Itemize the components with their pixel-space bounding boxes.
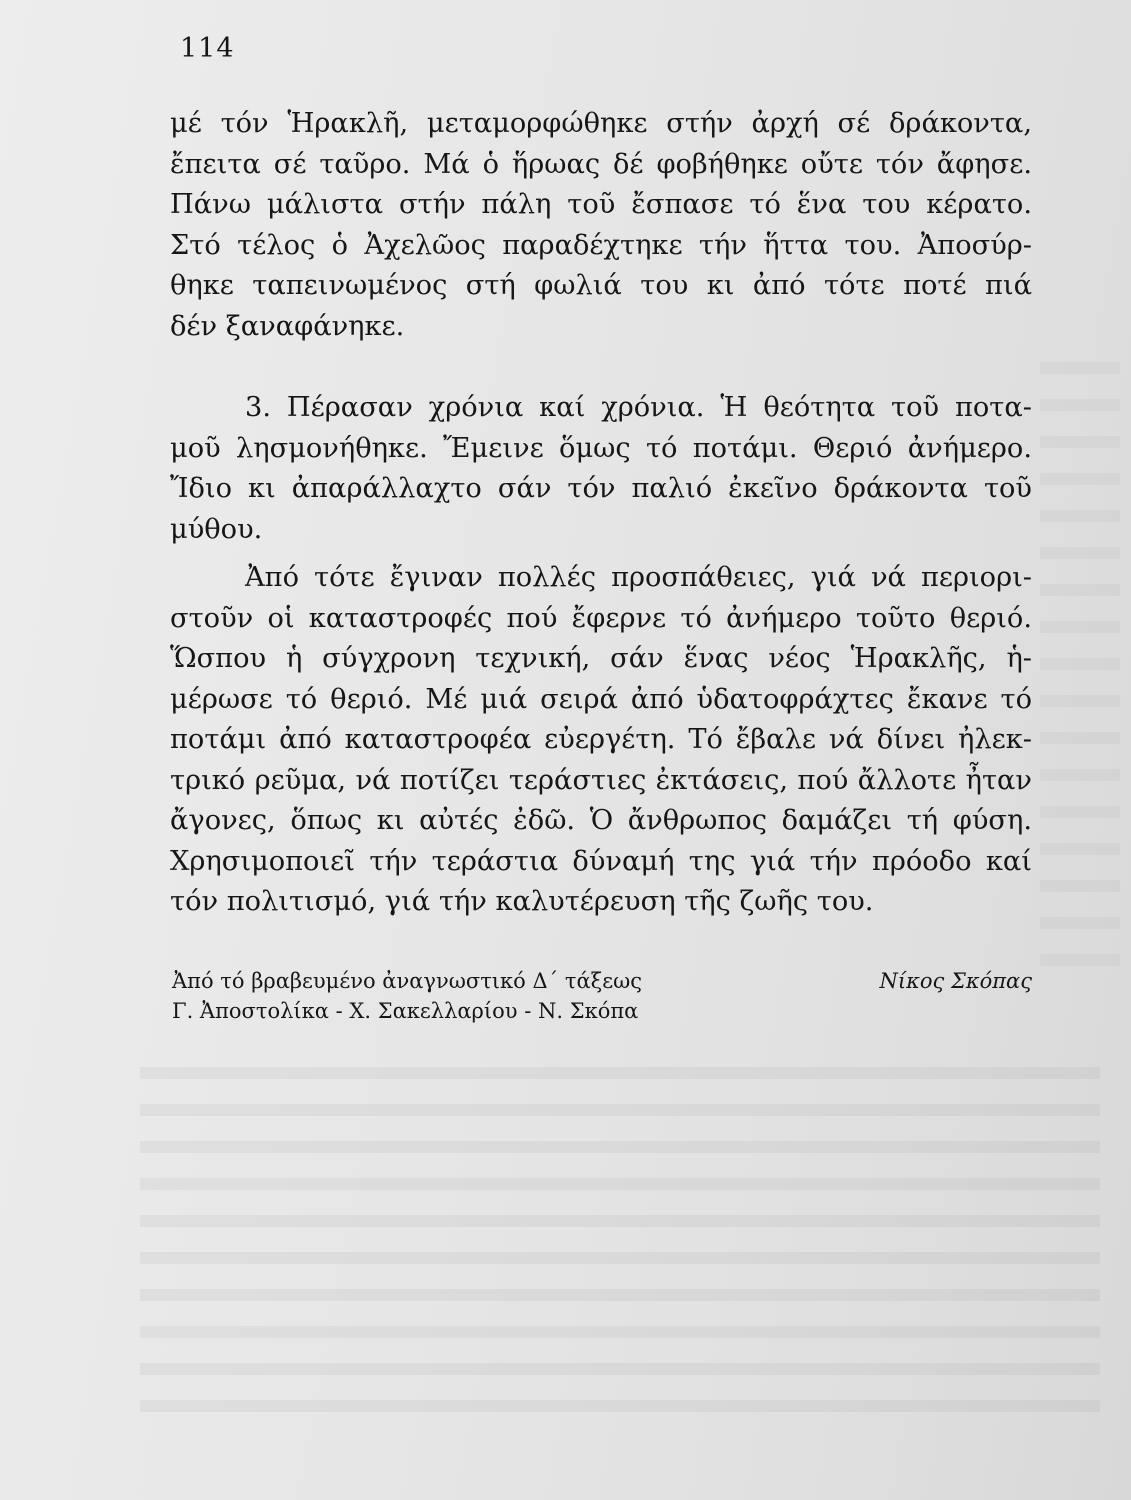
paragraph (170, 104, 1032, 347)
page-number: 114 (180, 33, 235, 64)
text-line: στοῦν οἱ καταστροφές πού ἔφερνε τό ἀνήμερο τοῦτο θεριό. (170, 602, 1032, 634)
footnote-credits: Γ. Ἀποστολίκα - Χ. Σακελλαρίου - Ν. Σκόπα (172, 999, 639, 1023)
text-line: μέρωσε τό θεριό. Μέ μιά σειρά ἀπό ὑδατοφράχτες ἔκανε τό (170, 683, 1032, 715)
paragraph (170, 388, 1032, 550)
paragraph (170, 558, 1032, 923)
text-line: ἄγονες, ὅπως κι αὐτές ἐδῶ. Ὁ ἄνθρωπος δαμάζει τή φύση. (170, 805, 1032, 836)
text-line: μέ τόν Ἡρακλῆ, μεταμορφώθηκε στήν ἀρχή σέ δράκοντα, (170, 108, 1032, 139)
text-line: 3. Πέρασαν χρόνια καί χρόνια. Ἡ θεότητα τοῦ ποτα- (245, 392, 1032, 423)
footnote-source: Ἀπό τό βραβευμένο ἀναγνωστικό Δ΄ τάξεως (172, 969, 642, 993)
text-line: Ὥσπου ἡ σύγχρονη τεχνική, σάν ἕνας νέος Ἡρακλῆς, ἡ- (170, 643, 1032, 674)
bleed-through-shadow (1040, 340, 1120, 980)
text-line: Στό τέλος ὁ Ἀχελῶος παραδέχτηκε τήν ἥττα του. Ἀποσύρ- (170, 229, 1032, 261)
text-line: μοῦ λησμονήθηκε. Ἔμεινε ὅμως τό ποτάμι. Θεριό ἀνήμερο. (170, 432, 1032, 464)
text-line: ἔπειτα σέ ταῦρο. Μά ὁ ἥρωας δέ φοβήθηκε οὔτε τόν ἄφησε. (170, 148, 1032, 180)
bleed-through-shadow (140, 1045, 1100, 1415)
text-line: μύθου. (170, 513, 263, 545)
text-line: Χρησιμοποιεῖ τήν τεράστια δύναμή της γιά τήν πρόοδο καί (170, 845, 1032, 877)
source-footnote (172, 966, 1032, 1026)
footnote-author: Νίκος Σκόπας (879, 969, 1032, 993)
text-line: τρικό ρεῦμα, νά ποτίζει τεράστιες ἐκτάσεις, πού ἄλλοτε ἦταν (170, 764, 1032, 796)
text-line: δέν ξαναφάνηκε. (170, 310, 405, 342)
footnote-source-row (172, 966, 1032, 996)
text-line: θηκε ταπεινωμένος στή φωλιά του κι ἀπό τότε ποτέ πιά (170, 270, 1032, 301)
text-line: ποτάμι ἀπό καταστροφέα εὐεργέτη. Τό ἔβαλε νά δίνει ἠλεκ- (170, 724, 1032, 755)
text-line: Ἀπό τότε ἔγιναν πολλές προσπάθειες, γιά νά περιορι- (245, 562, 1032, 593)
text-line: Ἴδιο κι ἀπαράλλαχτο σάν τόν παλιό ἐκεῖνο δράκοντα τοῦ (170, 473, 1032, 504)
text-line: τόν πολιτισμό, γιά τήν καλυτέρευση τῆς ζωῆς του. (170, 886, 874, 917)
text-line: Πάνω μάλιστα στήν πάλη τοῦ ἔσπασε τό ἕνα του κέρατο. (170, 189, 1032, 220)
